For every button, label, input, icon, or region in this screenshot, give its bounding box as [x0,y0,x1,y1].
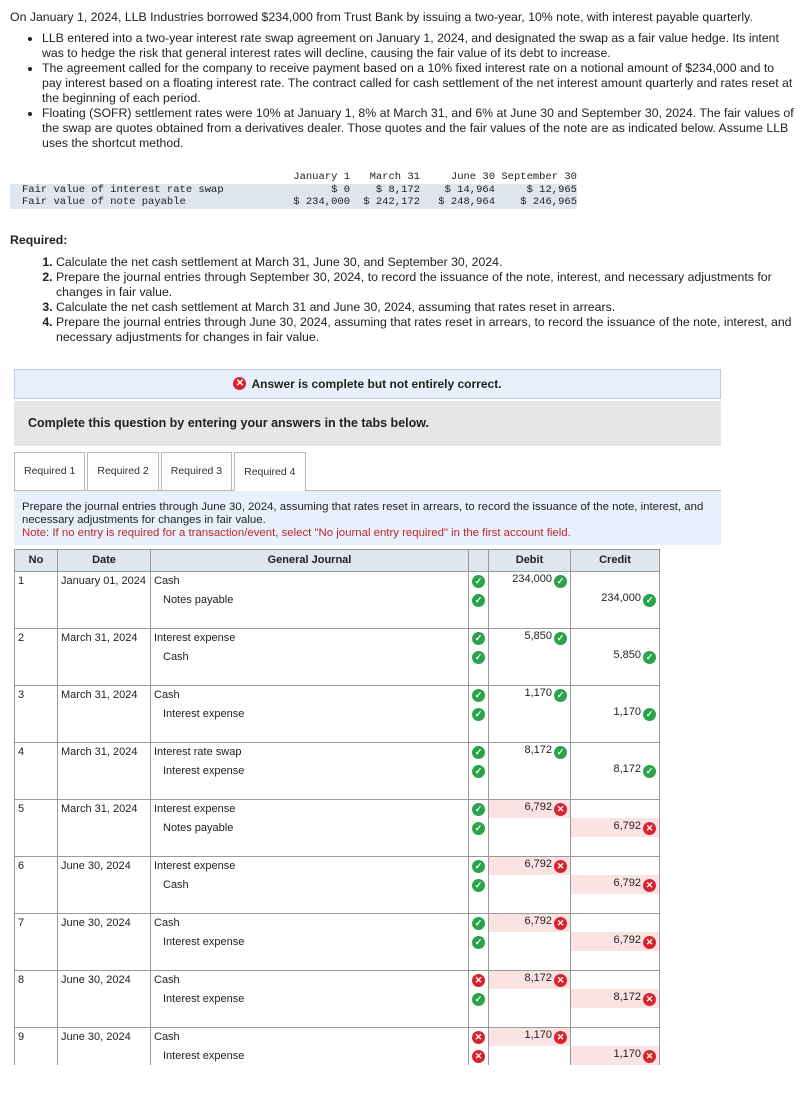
check-icon: ✓ [472,765,485,778]
col-header-credit: Credit [571,549,660,571]
journal-entry-debit-row [15,913,660,932]
col-header-debit: Debit [489,549,571,571]
fv-header: March 31 [369,171,420,183]
fv-cell: $ 246,965 [520,196,577,208]
journal-entry-debit-row [15,571,660,590]
fv-cell: $ 14,964 [444,183,495,196]
check-icon: ✓ [472,917,485,930]
fv-cell: $ 8,172 [375,183,420,196]
debit-amount-cell[interactable] [489,685,571,704]
entry-date[interactable]: June 30, 2024 [58,913,151,932]
credit-amount-cell[interactable] [571,989,660,1008]
debit-amount: 1,170 [524,687,552,700]
entry-number: 1 [15,571,58,590]
account-status [469,932,489,951]
fv-cell: $ 248,964 [438,196,495,208]
journal-spacer-row [15,894,660,913]
journal-entry-debit-row [15,742,660,761]
credit-amount-cell[interactable] [571,856,660,875]
credit-amount-cell[interactable] [571,1046,660,1065]
fv-cell: $ 242,172 [363,196,420,208]
entry-number: 5 [15,799,58,818]
col-header-journal: General Journal [151,549,469,571]
check-icon: ✓ [554,632,567,645]
check-icon: ✓ [472,651,485,664]
credit-amount-cell[interactable] [571,932,660,951]
account-status [469,1046,489,1065]
banner-text: Answer is complete but not entirely correct. [251,376,502,391]
check-icon: ✓ [472,632,485,645]
problem-bullets [10,31,795,151]
requirement-item: 2. Prepare the journal entries through September 30, 2024, to record the issuance of the note, interest, and necessary adjustments for changes in fair value. [56,270,795,300]
credit-account[interactable]: Interest expense [151,989,469,1008]
tab-required-2[interactable]: Required 2 [87,452,158,490]
bullet-item: • The agreement called for the company to receive payment based on a 10% fixed interest rate on a notional amount of $234,000 and to pay interest based on a floating interest rate. The contract called for cash settlement of the net interest amount quarterly and rates reset at the beginning of each period. [42,61,795,106]
debit-amount: 5,850 [524,630,552,643]
account-status [469,685,489,704]
journal-entry-credit-row [15,932,660,951]
debit-amount-cell[interactable] [489,818,571,837]
credit-account[interactable]: Interest expense [151,932,469,951]
credit-amount-cell[interactable] [571,571,660,590]
credit-amount: 5,850 [613,649,641,661]
account-status [469,913,489,932]
entry-number: 7 [15,913,58,932]
journal-entry-debit-row [15,799,660,818]
journal-spacer-row [15,1008,660,1027]
credit-amount-cell[interactable] [571,742,660,761]
debit-amount: 6,792 [524,915,552,928]
journal-entry-credit-row [15,989,660,1008]
journal-entry-credit-row [15,818,660,837]
debit-account[interactable]: Cash [151,970,469,989]
journal-entry-debit-row [15,628,660,647]
debit-account[interactable]: Cash [151,913,469,932]
entry-date[interactable]: March 31, 2024 [58,742,151,761]
error-icon: ✕ [643,993,656,1006]
journal-spacer-row [15,780,660,799]
tab-required-1[interactable]: Required 1 [14,452,85,490]
credit-amount-cell[interactable] [571,628,660,647]
complete-prompt: Complete this question by entering your answers in the tabs below. [14,401,721,446]
entry-date[interactable]: January 01, 2024 [58,571,151,590]
credit-amount-cell[interactable] [571,704,660,723]
requirements-list [10,255,795,345]
error-icon: ✕ [643,936,656,949]
journal-entry-credit-row [15,1046,660,1065]
debit-amount-cell[interactable] [489,647,571,666]
entry-number: 3 [15,685,58,704]
debit-amount: 8,172 [524,972,552,985]
credit-amount-cell[interactable] [571,647,660,666]
debit-amount: 6,792 [524,801,552,814]
credit-amount-cell[interactable] [571,818,660,837]
journal-entry-credit-row [15,704,660,723]
credit-amount-cell[interactable] [571,590,660,609]
error-icon: ✕ [554,974,567,987]
account-status [469,742,489,761]
credit-amount-cell[interactable] [571,761,660,780]
journal-spacer-row [15,609,660,628]
entry-number: 6 [15,856,58,875]
error-icon: ✕ [643,879,656,892]
check-icon: ✓ [472,803,485,816]
fv-header: September 30 [501,171,577,183]
account-status [469,628,489,647]
entry-date[interactable]: June 30, 2024 [58,856,151,875]
credit-amount-cell[interactable] [571,1027,660,1046]
error-icon: ✕ [554,917,567,930]
account-status [469,704,489,723]
debit-amount-cell[interactable] [489,1027,571,1046]
account-status [469,970,489,989]
credit-amount: 6,792 [613,877,641,889]
tab-required-3[interactable]: Required 3 [161,452,232,490]
journal-entry-debit-row [15,685,660,704]
check-icon: ✓ [472,879,485,892]
debit-amount: 6,792 [524,858,552,871]
credit-account[interactable]: Cash [151,875,469,894]
account-status [469,571,489,590]
problem-intro: On January 1, 2024, LLB Industries borrowed $234,000 from Trust Bank by issuing a two-year, 10% note, with interest payable quarterly. [10,10,753,24]
check-icon: ✓ [472,594,485,607]
account-status [469,590,489,609]
entry-number: 4 [15,742,58,761]
check-icon: ✓ [472,936,485,949]
instructions-box [14,491,721,545]
debit-amount-cell[interactable] [489,628,571,647]
credit-amount: 8,172 [613,763,641,775]
debit-amount-cell[interactable] [489,970,571,989]
col-header-date: Date [58,549,151,571]
requirement-item: 3. Calculate the net cash settlement at March 31 and June 30, 2024, assuming that rates reset in arrears. [56,300,795,315]
entry-date[interactable]: June 30, 2024 [58,1027,151,1046]
credit-amount: 8,172 [613,991,641,1003]
credit-amount-cell[interactable] [571,685,660,704]
debit-amount-cell[interactable] [489,989,571,1008]
journal-entry-debit-row [15,856,660,875]
status-banner [14,369,721,399]
journal-spacer-row [15,837,660,856]
entry-date[interactable]: March 31, 2024 [58,685,151,704]
check-icon: ✓ [643,594,656,607]
debit-amount-cell[interactable] [489,761,571,780]
debit-amount: 234,000 [512,573,552,586]
credit-amount: 6,792 [613,934,641,946]
credit-amount-cell[interactable] [571,913,660,932]
credit-account[interactable]: Notes payable [151,818,469,837]
debit-account[interactable]: Cash [151,1027,469,1046]
entry-date[interactable]: June 30, 2024 [58,970,151,989]
journal-entry-debit-row [15,970,660,989]
debit-account[interactable]: Cash [151,685,469,704]
check-icon: ✓ [643,651,656,664]
entry-number: 2 [15,628,58,647]
credit-account[interactable]: Interest expense [151,704,469,723]
check-icon: ✓ [554,689,567,702]
debit-account[interactable]: Cash [151,571,469,590]
credit-account[interactable]: Interest expense [151,761,469,780]
account-status [469,856,489,875]
check-icon: ✓ [643,765,656,778]
fv-row-label: Fair value of note payable [22,196,186,208]
credit-amount-cell[interactable] [571,799,660,818]
credit-account[interactable]: Notes payable [151,590,469,609]
error-icon: ✕ [643,822,656,835]
check-icon: ✓ [472,860,485,873]
debit-amount-cell[interactable] [489,704,571,723]
check-icon: ✓ [554,746,567,759]
fair-value-table [10,171,577,209]
check-icon: ✓ [643,708,656,721]
journal-spacer-row [15,666,660,685]
check-icon: ✓ [472,822,485,835]
instructions-note: Note: If no entry is required for a transaction/event, select "No journal entry required" in the first account field. [22,526,571,539]
fv-header: June 30 [450,171,495,183]
account-status [469,1027,489,1046]
journal-entry-credit-row [15,647,660,666]
debit-account[interactable]: Interest expense [151,856,469,875]
error-icon: ✕ [643,1050,656,1063]
requirement-item: 4. Prepare the journal entries through June 30, 2024, assuming that rates reset in arrears, to record the issuance of the note, interest, and necessary adjustments for changes in fair value. [56,315,795,345]
error-icon: ✕ [554,803,567,816]
credit-account[interactable]: Interest expense [151,1046,469,1065]
fv-cell: $ 12,965 [526,183,577,196]
error-icon: ✕ [233,377,246,390]
account-status [469,761,489,780]
debit-amount-cell[interactable] [489,875,571,894]
fv-cell: $ 0 [331,183,350,196]
debit-account[interactable]: Interest rate swap [151,742,469,761]
entry-date[interactable]: March 31, 2024 [58,628,151,647]
debit-amount-cell[interactable] [489,1046,571,1065]
bullet-item: • Floating (SOFR) settlement rates were 10% at January 1, 8% at March 31, and 6% at June 30 and September 30, 2024. The fair values of the swap are quotes obtained from a derivatives dealer. Those quotes and the fair values of the note are as indicated below. Assume LLB uses the shortcut method. [42,106,795,151]
debit-amount-cell[interactable] [489,571,571,590]
journal-entry-debit-row [15,1027,660,1046]
entry-date[interactable]: March 31, 2024 [58,799,151,818]
journal-spacer-row [15,951,660,970]
debit-amount-cell[interactable] [489,932,571,951]
tab-required-4[interactable]: Required 4 [234,452,305,491]
journal-table [14,549,660,1066]
account-status [469,818,489,837]
entry-number: 9 [15,1027,58,1046]
journal-entry-credit-row [15,590,660,609]
bullet-item: • LLB entered into a two-year interest rate swap agreement on January 1, 2024, and designated the swap as a fair value hedge. Its intent was to hedge the risk that general interest rates will decline, causing the fair value of its debt to increase. [42,31,795,61]
account-status [469,875,489,894]
error-icon: ✕ [554,1031,567,1044]
col-header-check [469,549,489,571]
debit-amount-cell[interactable] [489,590,571,609]
account-status [469,989,489,1008]
debit-amount-cell[interactable] [489,742,571,761]
debit-amount: 1,170 [524,1029,552,1042]
error-icon: ✕ [472,974,485,987]
account-status [469,647,489,666]
tab-bar [14,452,721,491]
journal-spacer-row [15,723,660,742]
debit-amount-cell[interactable] [489,856,571,875]
journal-entry-credit-row [15,875,660,894]
entry-number: 8 [15,970,58,989]
debit-amount-cell[interactable] [489,799,571,818]
error-icon: ✕ [472,1050,485,1063]
journal-body [15,571,660,1065]
debit-account[interactable]: Interest expense [151,628,469,647]
credit-amount-cell[interactable] [571,970,660,989]
credit-amount-cell[interactable] [571,875,660,894]
instructions-text: Prepare the journal entries through June 30, 2024, assuming that rates reset in arrears, to record the issuance of the note, interest, and necessary adjustments for changes in fair value. [22,500,704,526]
check-icon: ✓ [472,575,485,588]
debit-amount-cell[interactable] [489,913,571,932]
fv-row-label: Fair value of interest rate swap [22,183,224,196]
check-icon: ✓ [472,746,485,759]
fv-header: January 1 [293,171,350,183]
credit-account[interactable]: Cash [151,647,469,666]
check-icon: ✓ [472,689,485,702]
requirement-item: 1. Calculate the net cash settlement at March 31, June 30, and September 30, 2024. [56,255,795,270]
required-title: Required: [10,232,68,247]
credit-amount: 6,792 [613,820,641,832]
credit-amount: 1,170 [613,706,641,718]
credit-amount: 234,000 [601,592,641,604]
journal-entry-credit-row [15,761,660,780]
col-header-no: No [15,549,58,571]
check-icon: ✓ [554,575,567,588]
account-status [469,799,489,818]
error-icon: ✕ [472,1031,485,1044]
check-icon: ✓ [472,708,485,721]
debit-account[interactable]: Interest expense [151,799,469,818]
credit-amount: 1,170 [613,1048,641,1060]
fv-cell: $ 234,000 [293,196,350,208]
debit-amount: 8,172 [524,744,552,757]
check-icon: ✓ [472,993,485,1006]
error-icon: ✕ [554,860,567,873]
